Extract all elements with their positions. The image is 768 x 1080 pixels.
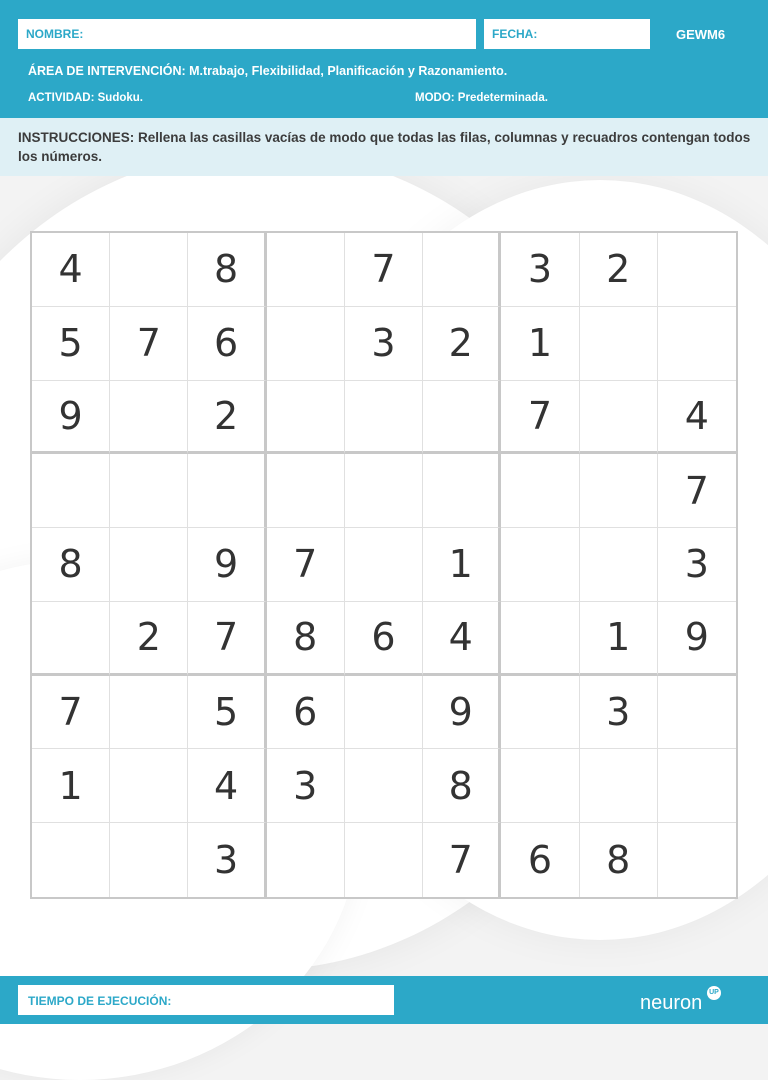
- sudoku-empty-cell[interactable]: [501, 528, 579, 602]
- sudoku-empty-cell[interactable]: [267, 454, 345, 528]
- sudoku-given-cell: 7: [188, 602, 266, 676]
- sudoku-given-cell: 8: [580, 823, 658, 897]
- sudoku-empty-cell[interactable]: [658, 749, 736, 823]
- sudoku-given-cell: 8: [188, 233, 266, 307]
- sudoku-empty-cell[interactable]: [501, 602, 579, 676]
- sudoku-empty-cell[interactable]: [580, 528, 658, 602]
- sudoku-empty-cell[interactable]: [110, 454, 188, 528]
- sudoku-given-cell: 7: [501, 381, 579, 455]
- sudoku-given-cell: 4: [32, 233, 110, 307]
- sudoku-empty-cell[interactable]: [423, 233, 501, 307]
- sudoku-given-cell: 7: [345, 233, 423, 307]
- sudoku-empty-cell[interactable]: [110, 823, 188, 897]
- sudoku-given-cell: 9: [658, 602, 736, 676]
- sudoku-given-cell: 3: [188, 823, 266, 897]
- sudoku-given-cell: 4: [658, 381, 736, 455]
- sudoku-empty-cell[interactable]: [580, 454, 658, 528]
- sudoku-given-cell: 6: [188, 307, 266, 381]
- instructions-panel: [0, 118, 768, 176]
- sudoku-given-cell: 9: [423, 676, 501, 750]
- sudoku-empty-cell[interactable]: [110, 528, 188, 602]
- header-bar: [0, 0, 768, 118]
- name-field[interactable]: [18, 19, 476, 49]
- date-field[interactable]: [484, 19, 650, 49]
- sudoku-empty-cell[interactable]: [345, 676, 423, 750]
- sudoku-empty-cell[interactable]: [32, 454, 110, 528]
- logo-badge: UP: [707, 986, 721, 1000]
- sudoku-empty-cell[interactable]: [267, 823, 345, 897]
- mode-label: MODO: Predeterminada.: [415, 92, 548, 104]
- sudoku-given-cell: 3: [658, 528, 736, 602]
- neuronup-logo: neuron: [640, 992, 703, 1014]
- sudoku-given-cell: 7: [110, 307, 188, 381]
- sudoku-given-cell: 3: [580, 676, 658, 750]
- sudoku-given-cell: 7: [267, 528, 345, 602]
- execution-time-field[interactable]: [18, 985, 394, 1015]
- sudoku-empty-cell[interactable]: [32, 602, 110, 676]
- sudoku-empty-cell[interactable]: [32, 823, 110, 897]
- sudoku-grid: [30, 231, 738, 899]
- sudoku-empty-cell[interactable]: [501, 454, 579, 528]
- sudoku-empty-cell[interactable]: [345, 823, 423, 897]
- execution-time-label: TIEMPO DE EJECUCIÓN:: [28, 994, 172, 1008]
- sudoku-given-cell: 3: [267, 749, 345, 823]
- sudoku-empty-cell[interactable]: [423, 381, 501, 455]
- sudoku-given-cell: 1: [32, 749, 110, 823]
- worksheet-code: GEWM6: [676, 27, 726, 42]
- name-label: NOMBRE:: [26, 27, 84, 41]
- sudoku-given-cell: 2: [580, 233, 658, 307]
- sudoku-given-cell: 5: [188, 676, 266, 750]
- sudoku-given-cell: 7: [32, 676, 110, 750]
- sudoku-empty-cell[interactable]: [658, 823, 736, 897]
- sudoku-empty-cell[interactable]: [267, 233, 345, 307]
- sudoku-given-cell: 3: [345, 307, 423, 381]
- sudoku-empty-cell[interactable]: [188, 454, 266, 528]
- sudoku-given-cell: 6: [267, 676, 345, 750]
- instructions-text: INSTRUCCIONES: Rellena las casillas vacías de modo que todas las filas, columnas y recuadros contengan todos los números.: [18, 130, 751, 164]
- sudoku-given-cell: 8: [423, 749, 501, 823]
- sudoku-given-cell: 2: [110, 602, 188, 676]
- sudoku-given-cell: 4: [188, 749, 266, 823]
- intervention-area: ÁREA DE INTERVENCIÓN: M.trabajo, Flexibilidad, Planificación y Razonamiento.: [28, 64, 508, 78]
- sudoku-given-cell: 6: [501, 823, 579, 897]
- sudoku-given-cell: 2: [188, 381, 266, 455]
- sudoku-given-cell: 4: [423, 602, 501, 676]
- sudoku-empty-cell[interactable]: [110, 676, 188, 750]
- sudoku-empty-cell[interactable]: [658, 676, 736, 750]
- sudoku-given-cell: 6: [345, 602, 423, 676]
- sudoku-empty-cell[interactable]: [345, 528, 423, 602]
- sudoku-empty-cell[interactable]: [110, 381, 188, 455]
- sudoku-empty-cell[interactable]: [110, 233, 188, 307]
- sudoku-empty-cell[interactable]: [423, 454, 501, 528]
- sudoku-empty-cell[interactable]: [345, 454, 423, 528]
- sudoku-given-cell: 3: [501, 233, 579, 307]
- sudoku-empty-cell[interactable]: [345, 749, 423, 823]
- sudoku-given-cell: 7: [423, 823, 501, 897]
- sudoku-given-cell: 8: [32, 528, 110, 602]
- sudoku-given-cell: 1: [501, 307, 579, 381]
- sudoku-given-cell: 9: [188, 528, 266, 602]
- sudoku-empty-cell[interactable]: [267, 307, 345, 381]
- footer-bar: [0, 976, 768, 1024]
- sudoku-given-cell: 1: [423, 528, 501, 602]
- activity-label: ACTIVIDAD: Sudoku.: [28, 92, 143, 104]
- sudoku-empty-cell[interactable]: [658, 307, 736, 381]
- sudoku-empty-cell[interactable]: [658, 233, 736, 307]
- sudoku-given-cell: 1: [580, 602, 658, 676]
- sudoku-given-cell: 8: [267, 602, 345, 676]
- sudoku-given-cell: 9: [32, 381, 110, 455]
- sudoku-empty-cell[interactable]: [345, 381, 423, 455]
- sudoku-empty-cell[interactable]: [501, 676, 579, 750]
- sudoku-empty-cell[interactable]: [501, 749, 579, 823]
- sudoku-empty-cell[interactable]: [110, 749, 188, 823]
- sudoku-empty-cell[interactable]: [267, 381, 345, 455]
- sudoku-given-cell: 2: [423, 307, 501, 381]
- sudoku-given-cell: 5: [32, 307, 110, 381]
- date-label: FECHA:: [492, 27, 538, 41]
- sudoku-empty-cell[interactable]: [580, 749, 658, 823]
- sudoku-given-cell: 7: [658, 454, 736, 528]
- sudoku-empty-cell[interactable]: [580, 307, 658, 381]
- sudoku-empty-cell[interactable]: [580, 381, 658, 455]
